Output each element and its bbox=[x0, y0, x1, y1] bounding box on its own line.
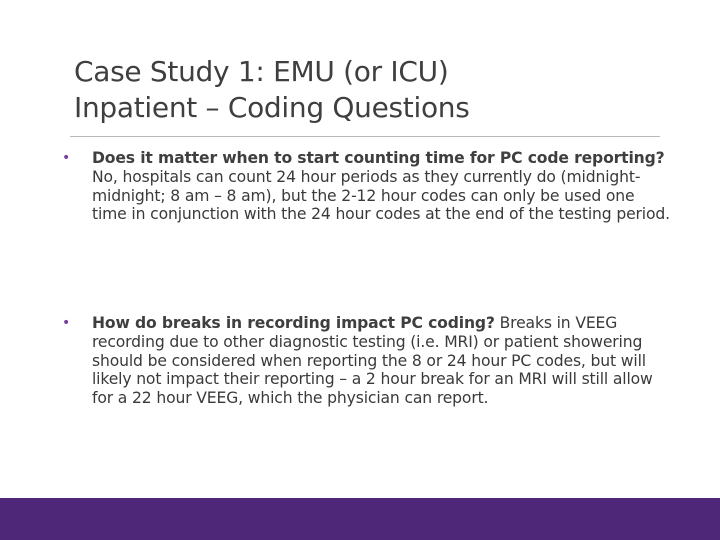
title-line-1: Case Study 1: EMU (or ICU) bbox=[74, 55, 449, 88]
bullet-answer: Breaks in VEEG recording due to other diagnostic testing (i.e. MRI) or patient showering should be considered when reporting the 8 or 24 hour PC codes, but will likely not impact their reporting – a 2 hour break for an MRI will still allow for a 22 hour VEEG, which the physician can report. bbox=[92, 314, 653, 408]
title-line-2: Inpatient – Coding Questions bbox=[74, 91, 470, 124]
bullet-icon: • bbox=[62, 315, 71, 331]
bullet-item-1 bbox=[62, 149, 672, 224]
bullet-text bbox=[92, 314, 672, 408]
bullet-answer: No, hospitals can count 24 hour periods as they currently do (midnight-midnight; 8 am – 8 am), but the 2-12 hour codes can only be used one time in conjunction with the 24 hour codes at the end of the testing period. bbox=[92, 167, 670, 224]
bullet-text bbox=[92, 149, 672, 224]
bullet-icon: • bbox=[62, 150, 71, 166]
bullet-item-2 bbox=[62, 314, 672, 408]
title-divider bbox=[70, 136, 660, 137]
slide-title bbox=[74, 54, 674, 126]
footer-bar bbox=[0, 498, 720, 540]
bullet-question: Does it matter when to start counting time for PC code reporting? bbox=[92, 149, 665, 167]
bullet-question: How do breaks in recording impact PC coding? bbox=[92, 314, 495, 332]
